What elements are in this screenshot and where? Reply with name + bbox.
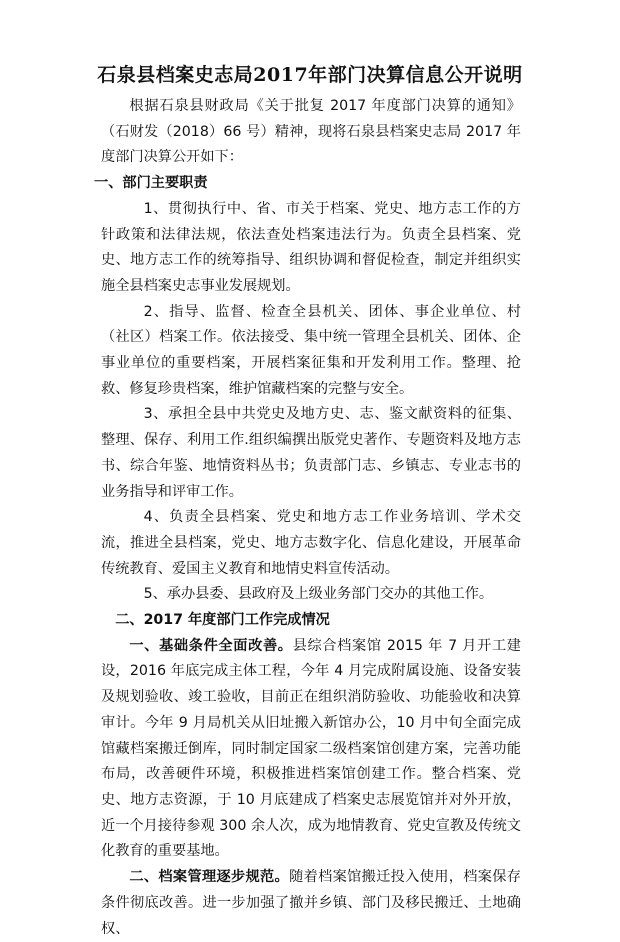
work-paragraph-2-text: 随着档案馆搬迁投入使用，档案保存条件彻底改善。进一步加强了撤并乡镇、部门及移民搬迁、土地确权、: [101, 869, 521, 937]
duty-item-4: 4、负责全县档案、党史和地方志工作业务培训、学术交流，推进全县档案，党史、地方志数字化、信息化建设，开展革命传统教育、爱国主义教育和地情史料宣传活动。: [101, 509, 521, 577]
document-body: [94, 94, 521, 942]
duty-item-2: 2、指导、监督、检查全县机关、团体、事企业单位、村（社区）档案工作。依法接受、集中统一管理全县机关、团体、企事业单位的重要档案，开展档案征集和开发利用工作。整理、抢救、修复珍贵档案，维护馆藏档案的完整与安全。: [101, 303, 521, 397]
duty-item-1: 1、贯彻执行中、省、市关于档案、党史、地方志工作的方针政策和法律法规，依法查处档案违法行为。负责全县档案、党史、地方志工作的统筹指导、组织协调和督促检查，制定并组织实施全县档案史志事业发展规划。: [101, 200, 521, 294]
section-heading-duties: 一、部门主要职责: [94, 175, 208, 192]
work-paragraph-2: [101, 865, 521, 942]
intro-paragraph: 根据石泉县财政局《关于批复 2017 年度部门决算的通知》（石财发（2018）66 号）精神，现将石泉县档案史志局 2017 年度部门决算公开如下：: [101, 98, 521, 166]
work-paragraph-1-text: 县综合档案馆 2015 年 7 月开工建设，2016 年底完成主体工程，今年 4 月完成附属设施、设备安装及规划验收、竣工验收，目前正在组织消防验收、功能验收和决算审计。今年 9 月局机关从旧址搬入新馆办公，10 月中旬全面完成馆藏档案搬迁倒库，同时制定国家二级档案馆创建方案，完善功能布局，改善硬件环境，积极推进档案馆创建工作。整合档案、党史、地方志资源，于 10 月底建成了档案史志展览馆并对外开放，近一个月接待参观 300 余人次，成为地情教育、党史宣教及传统文化教育的重要基地。: [101, 637, 521, 860]
duty-item-5: 5、承办县委、县政府及上级业务部门交办的其他工作。: [143, 586, 494, 603]
work-paragraph-2-lead: 二、档案管理逐步规范。: [129, 869, 290, 886]
section-heading-work: 二、2017 年度部门工作完成情况: [115, 612, 330, 629]
work-paragraph-1: [101, 634, 521, 865]
duty-item-3: 3、承担全县中共党史及地方史、志、鉴文献资料的征集、整理、保存、利用工作.组织编撰出版党史著作、专题资料及地方志书、综合年鉴、地情资料丛书；负责部门志、乡镇志、专业志书的业务指导和评审工作。: [101, 406, 521, 500]
document-title: 石泉县档案史志局2017年部门决算信息公开说明: [97, 64, 523, 86]
work-paragraph-1-lead: 一、基础条件全面改善。: [129, 637, 293, 654]
